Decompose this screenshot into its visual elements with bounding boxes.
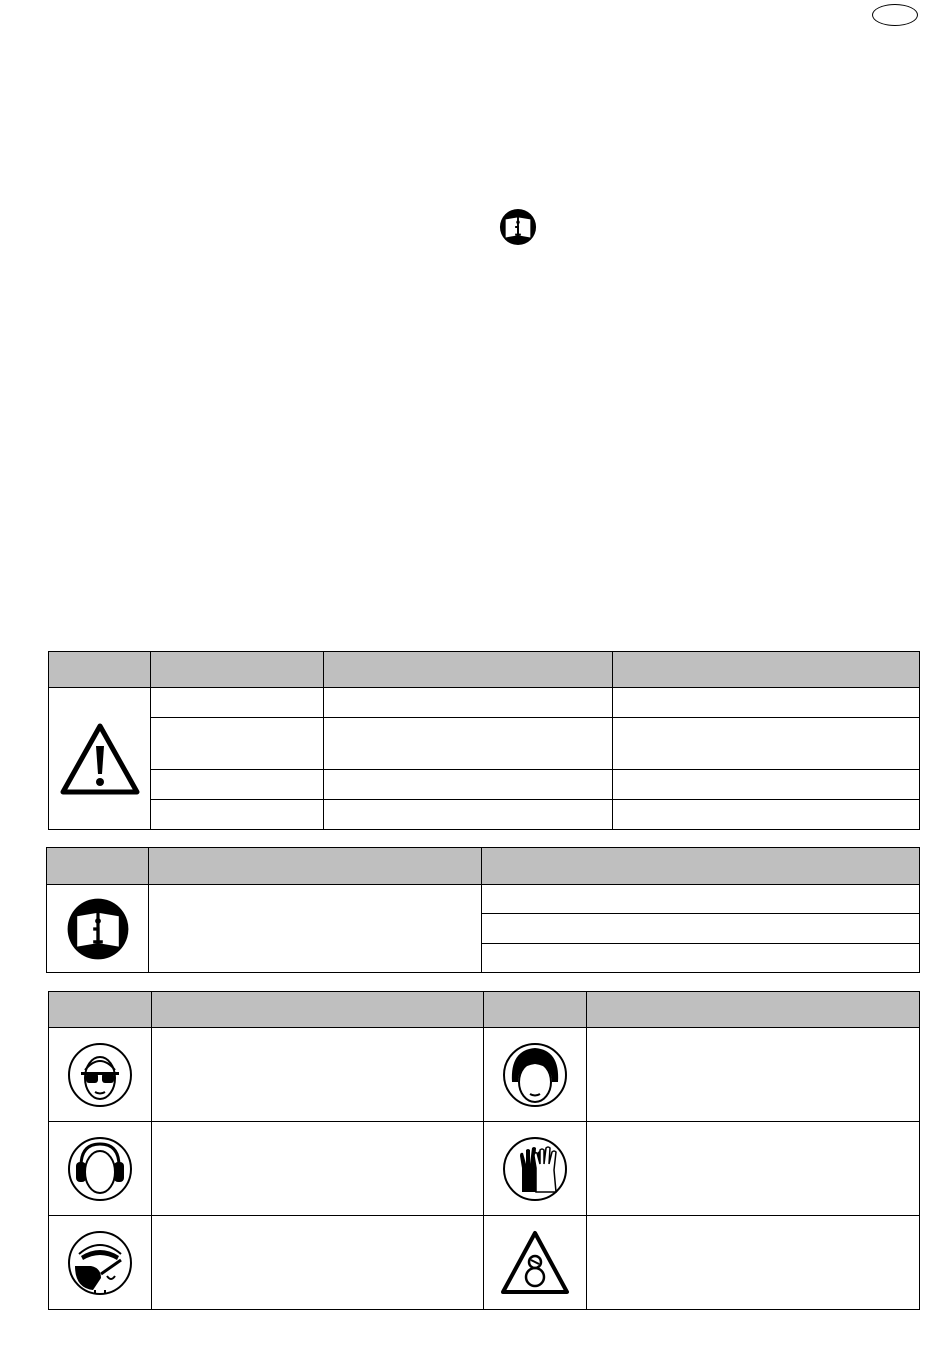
table-cell [587, 1122, 920, 1216]
header-cell [152, 992, 484, 1028]
icon-cell [484, 1122, 587, 1216]
header-cell [324, 652, 613, 688]
icon-cell [484, 1216, 587, 1310]
header-cell [49, 652, 151, 688]
safety-goggles-icon [67, 1042, 133, 1108]
table-cell [151, 718, 324, 770]
table-cell [324, 718, 613, 770]
warning-table [48, 651, 920, 830]
table-cell [482, 944, 920, 973]
ppe-table [48, 991, 920, 1310]
icon-cell [484, 1028, 587, 1122]
icon-cell [49, 1028, 152, 1122]
header-cell [484, 992, 587, 1028]
table-header-row [47, 848, 920, 885]
respirator-icon [67, 1230, 133, 1296]
table-row [49, 688, 920, 718]
header-cell [49, 992, 152, 1028]
safety-gloves-icon [502, 1136, 568, 1202]
table-cell [613, 800, 920, 830]
table-row [49, 1122, 920, 1216]
table-cell [324, 770, 613, 800]
icon-cell [47, 885, 149, 973]
table-row [49, 770, 920, 800]
icon-cell [49, 1216, 152, 1310]
table-cell [613, 770, 920, 800]
manual-info-icon [66, 897, 130, 961]
icon-cell [49, 1122, 152, 1216]
manual-info-icon [499, 208, 537, 246]
hair-net-icon [502, 1042, 568, 1108]
table-cell [613, 718, 920, 770]
icon-cell [49, 688, 151, 830]
table-cell [482, 885, 920, 914]
table-cell [482, 914, 920, 944]
table-row [49, 1216, 920, 1310]
table-row [47, 885, 920, 914]
table-row [49, 1028, 920, 1122]
table-row [49, 800, 920, 830]
ear-protection-icon [67, 1136, 133, 1202]
table-cell [152, 1216, 484, 1310]
table-cell [587, 1028, 920, 1122]
warning-triangle-icon [60, 722, 140, 796]
table-header-row [49, 992, 920, 1028]
language-badge [872, 4, 918, 26]
header-cell [482, 848, 920, 885]
header-cell [149, 848, 482, 885]
table-cell [324, 800, 613, 830]
header-cell [47, 848, 149, 885]
table-cell [151, 770, 324, 800]
table-cell [152, 1028, 484, 1122]
header-cell [587, 992, 920, 1028]
table-header-row [49, 652, 920, 688]
table-row [49, 718, 920, 770]
table-cell [152, 1122, 484, 1216]
table-cell [613, 688, 920, 718]
table-cell [324, 688, 613, 718]
description-cell [149, 885, 482, 973]
table-cell [151, 800, 324, 830]
header-cell [151, 652, 324, 688]
info-table [46, 847, 920, 973]
table-cell [587, 1216, 920, 1310]
table-cell [151, 688, 324, 718]
rotating-rollers-warning-icon [500, 1230, 570, 1296]
header-cell [613, 652, 920, 688]
